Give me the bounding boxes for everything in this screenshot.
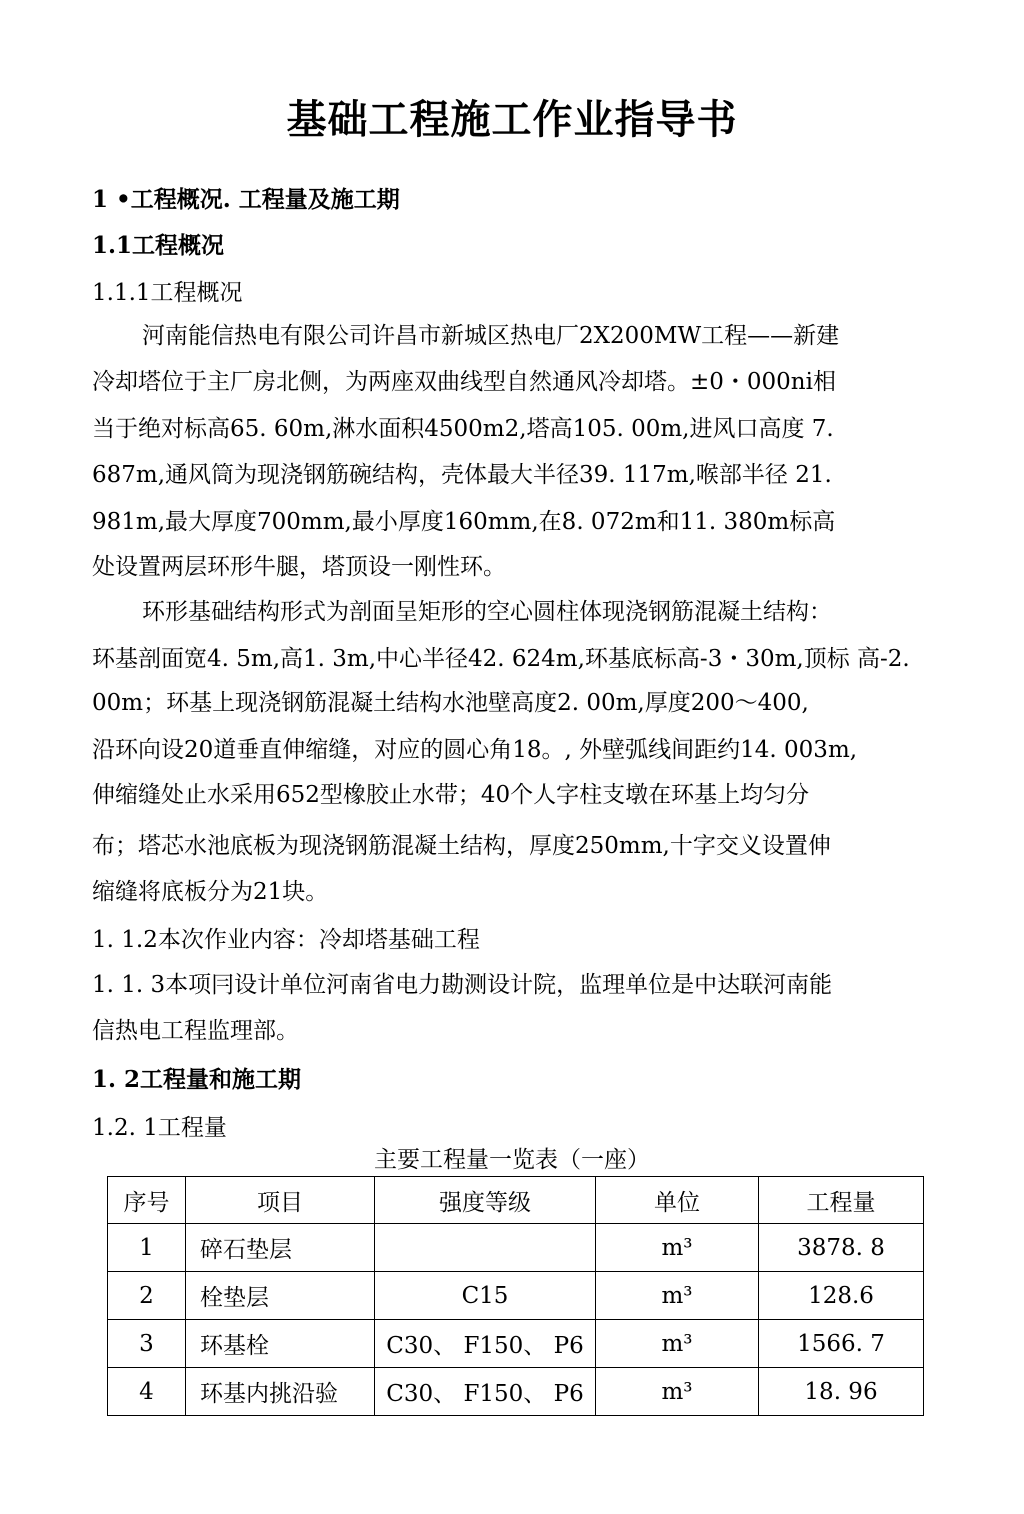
table-row <box>108 1320 924 1368</box>
cell-unit: m³ <box>596 1272 759 1320</box>
cell-item: 碎石垫层 <box>186 1224 375 1272</box>
cell-quantity: 128.6 <box>759 1272 924 1320</box>
table-row <box>108 1272 924 1320</box>
item-1-1-3-line: 信热电工程监理部。 <box>92 1018 299 1044</box>
paragraph-line: 687m,通风筒为现浇钢筋碗结构，壳体最大半径39. 117m,喉部半径 21. <box>92 462 832 488</box>
quantity-table <box>107 1176 924 1416</box>
table-row <box>108 1368 924 1416</box>
paragraph-line: 布；塔芯水池底板为现浇钢筋混凝土结构，厚度250mm,十字交义设置伸 <box>92 833 831 859</box>
item-1-1-3-line: 1. 1. 3本项冃设计单位河南省电力勘测设计院，监理单位是中达联河南能 <box>92 972 833 998</box>
table-row <box>108 1224 924 1272</box>
cell-index: 1 <box>108 1224 186 1272</box>
cell-index: 2 <box>108 1272 186 1320</box>
section-1-2-1-heading: 1.2. 1工程量 <box>92 1115 227 1141</box>
section-1-heading: 1 •工程概况. 工程量及施工期 <box>92 186 400 213</box>
paragraph-line: 当于绝对标高65. 60m,淋水面积4500m2,塔高105. 00m,进风口高度 7. <box>92 416 834 442</box>
cell-index: 3 <box>108 1320 186 1368</box>
cell-unit: m³ <box>596 1320 759 1368</box>
section-1-2-heading: 1. 2工程量和施工期 <box>92 1066 302 1093</box>
paragraph-line: 环基剖面宽4. 5m,高1. 3m,中心半径42. 624m,环基底标高-3・30m,顶标 高-2. <box>92 646 910 672</box>
cell-item: 栓垫层 <box>186 1272 375 1320</box>
cell-item: 环基栓 <box>186 1320 375 1368</box>
paragraph-line: 冷却塔位于主厂房北侧，为两座双曲线型自然通风冷却塔。±0・000ni相 <box>92 369 836 395</box>
cell-strength-grade: C15 <box>375 1272 596 1320</box>
cell-quantity: 3878. 8 <box>759 1224 924 1272</box>
cell-unit: m³ <box>596 1368 759 1416</box>
cell-strength-grade <box>375 1224 596 1272</box>
document-title: 基础工程施工作业指导书 <box>286 97 738 143</box>
cell-strength-grade: C30、 F150、 P6 <box>375 1320 596 1368</box>
paragraph-line: 河南能信热电有限公司许昌市新城区热电厂2X200MW工程——新建 <box>142 323 840 349</box>
table-header-row <box>108 1177 924 1224</box>
section-1-1-heading: 1.1工程概况 <box>92 232 225 259</box>
cell-quantity: 1566. 7 <box>759 1320 924 1368</box>
cell-unit: m³ <box>596 1224 759 1272</box>
paragraph-line: 00m；环基上现浇钢筋混凝土结构水池壁高度2. 00m,厚度200〜400, <box>92 690 809 716</box>
table-caption: 主要工程量一览表（一座） <box>374 1147 650 1173</box>
header-quantity: 工程量 <box>759 1177 924 1224</box>
paragraph-line: 缩缝将底板分为21块。 <box>92 879 329 905</box>
header-item: 项目 <box>186 1177 375 1224</box>
cell-item: 环基内挑沿验 <box>186 1368 375 1416</box>
item-1-1-2: 1. 1.2本次作业内容：冷却塔基础工程 <box>92 927 480 953</box>
header-unit: 单位 <box>596 1177 759 1224</box>
paragraph-line: 伸缩缝处止水采用652型橡胶止水带；40个人字柱支墩在环基上均匀分 <box>92 782 810 808</box>
header-index: 序号 <box>108 1177 186 1224</box>
paragraph-line: 981m,最大厚度700mm,最小厚度160mm,在8. 072m和11. 380m标高 <box>92 509 836 535</box>
cell-index: 4 <box>108 1368 186 1416</box>
cell-quantity: 18. 96 <box>759 1368 924 1416</box>
paragraph-line: 沿环向设20道垂直伸缩缝，对应的圆心角18。, 外壁弧线间距约14. 003m, <box>92 737 858 763</box>
paragraph-line: 处设置两层环形牛腿，塔顶设一刚性环。 <box>92 554 506 580</box>
section-1-1-1-heading: 1.1.1工程概况 <box>92 280 243 306</box>
header-strength-grade: 强度等级 <box>375 1177 596 1224</box>
cell-strength-grade: C30、 F150、 P6 <box>375 1368 596 1416</box>
paragraph-line: 环形基础结构形式为剖面呈矩形的空心圆柱体现浇钢筋混凝土结构： <box>142 599 832 625</box>
